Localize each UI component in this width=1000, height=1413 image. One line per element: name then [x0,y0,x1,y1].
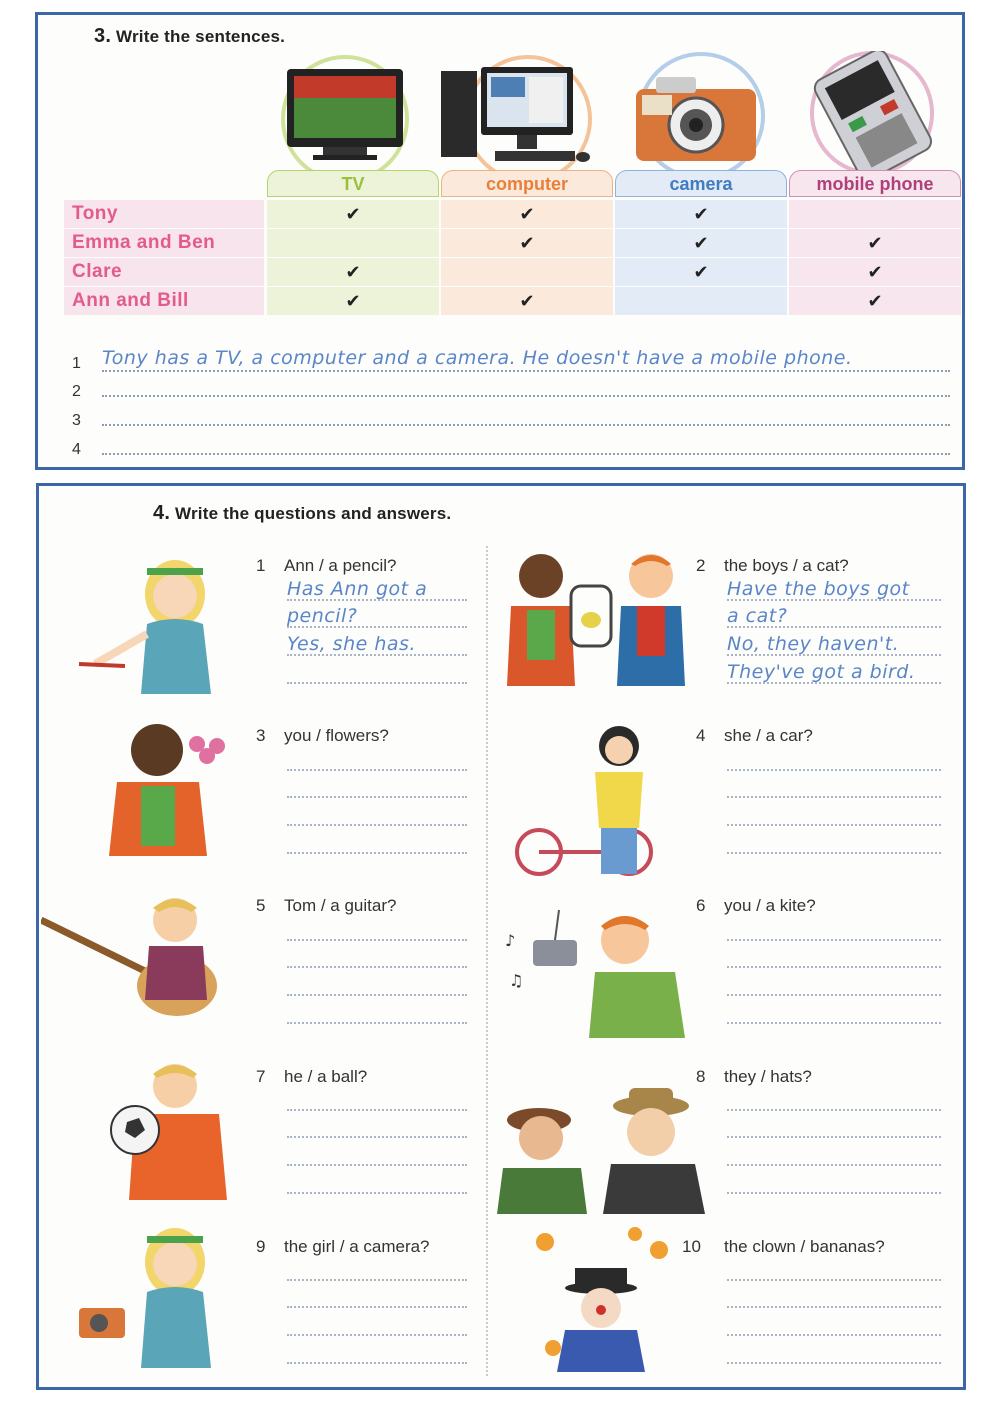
question-prompt: you / flowers? [284,726,389,745]
question-7-prompt [256,1067,367,1087]
answer-line[interactable] [727,1362,941,1364]
column-header-computer: computer [441,170,613,197]
question-5-prompt [256,896,396,916]
exercise-3-number: 3. [94,25,112,47]
answer-line[interactable] [287,939,467,941]
men-with-hats-illustration [495,1084,725,1214]
answer-line[interactable] [727,1334,941,1336]
answer-line[interactable] [287,682,467,684]
question-prompt: Tom / a guitar? [284,896,397,915]
sentence-number: 2 [72,383,81,400]
boy-with-guitar-illustration [41,890,237,1022]
answer-1-line-1: Has Ann got a [287,578,428,600]
answer-line[interactable] [727,796,941,798]
answer-line[interactable] [727,1192,941,1194]
answer-line [727,682,941,684]
check-cell [267,229,439,257]
column-header-mobile-phone: mobile phone [789,170,961,197]
question-6-prompt [696,896,816,916]
question-number: 6 [696,896,706,915]
question-number: 8 [696,1067,706,1086]
tv-image [263,51,428,171]
column-divider [486,546,488,1376]
question-8-prompt [696,1067,812,1087]
sentence-1-answer: Tony has a TV, a computer and a camera. He doesn't have a mobile phone. [102,347,853,369]
answer-line[interactable] [727,966,941,968]
answer-line[interactable] [727,1109,941,1111]
answer-line[interactable] [727,1022,941,1024]
question-prompt: the girl / a camera? [284,1237,430,1256]
question-10-prompt [682,1237,885,1257]
exercise-3-panel [35,12,965,470]
question-3-prompt [256,726,389,746]
question-prompt: the clown / bananas? [724,1237,885,1256]
answer-1-line-2: pencil? [287,605,358,627]
check-cell: ✔ [615,200,787,228]
check-cell: ✔ [615,229,787,257]
answer-2-line-2: a cat? [727,605,788,627]
answer-line [287,626,467,628]
answer-line[interactable] [727,1306,941,1308]
exercise-3-title-text: Write the sentences. [116,27,286,46]
answer-line[interactable] [287,1306,467,1308]
mobile-phone-image [790,51,955,171]
check-cell [441,258,613,286]
answer-line[interactable] [287,994,467,996]
question-prompt: you / a kite? [724,896,816,915]
answer-line[interactable] [287,1136,467,1138]
answer-line[interactable] [287,1164,467,1166]
check-cell: ✔ [441,200,613,228]
row-name-ann-and-bill: Ann and Bill [64,287,264,315]
sentence-number: 4 [72,441,81,458]
answer-line [727,654,941,656]
answer-line[interactable] [727,994,941,996]
check-cell [789,200,961,228]
answer-line[interactable] [727,939,941,941]
answer-line[interactable] [287,1109,467,1111]
question-number: 2 [696,556,706,575]
boys-with-bird-illustration [491,546,691,696]
check-cell: ✔ [441,229,613,257]
answer-line[interactable] [287,824,467,826]
answer-line[interactable] [727,1164,941,1166]
answer-line-2[interactable] [102,395,950,397]
column-header-camera: camera [615,170,787,197]
question-4-prompt [696,726,813,746]
boy-with-flowers-illustration [95,716,235,866]
question-number: 4 [696,726,706,745]
answer-line[interactable] [287,1192,467,1194]
question-number: 7 [256,1067,266,1086]
boy-with-ball-illustration [109,1056,235,1200]
answer-line[interactable] [727,824,941,826]
answer-line-3[interactable] [102,424,950,426]
answer-line [102,370,950,372]
question-prompt: he / a ball? [284,1067,368,1086]
woman-with-bike-illustration [509,718,689,876]
question-number: 5 [256,896,266,915]
check-cell: ✔ [267,200,439,228]
answer-line[interactable] [287,1362,467,1364]
answer-1-line-3: Yes, she has. [287,633,416,655]
girl-with-camera-illustration [75,1222,235,1372]
question-2-prompt [696,556,849,576]
answer-line[interactable] [287,1334,467,1336]
answer-line[interactable] [287,769,467,771]
answer-line [287,654,467,656]
svg-text:♪: ♪ [505,931,516,950]
check-cell [615,287,787,315]
question-prompt: they / hats? [724,1067,812,1086]
camera-image [616,51,781,171]
answer-line [287,599,467,601]
sentence-number: 1 [72,355,81,372]
question-number: 3 [256,726,266,745]
answer-2-line-1: Have the boys got [727,578,910,600]
sentence-number: 3 [72,412,81,429]
answer-line[interactable] [727,769,941,771]
check-cell: ✔ [789,258,961,286]
answer-line[interactable] [287,1279,467,1281]
svg-text:♫: ♫ [509,971,524,990]
answer-line[interactable] [727,852,941,854]
answer-2-line-4: They've got a bird. [727,661,916,683]
question-prompt: the boys / a cat? [724,556,849,575]
row-name-emma-and-ben: Emma and Ben [64,229,264,257]
answer-line[interactable] [727,1136,941,1138]
exercise-4-title [153,502,451,525]
question-number: 1 [256,556,266,575]
computer-image [433,51,598,171]
clown-with-fruit-illustration [509,1224,689,1372]
girl-with-pencil-illustration [75,554,235,704]
answer-line[interactable] [287,796,467,798]
question-prompt: Ann / a pencil? [284,556,397,575]
answer-line-4[interactable] [102,453,950,455]
boy-with-radio-illustration [499,906,699,1038]
row-name-clare: Clare [64,258,264,286]
question-number: 10 [682,1237,701,1256]
question-9-prompt [256,1237,430,1257]
answer-2-line-3: No, they haven't. [727,633,900,655]
check-cell: ✔ [789,287,961,315]
answer-line[interactable] [287,852,467,854]
answer-line[interactable] [727,1279,941,1281]
question-number: 9 [256,1237,266,1256]
check-cell: ✔ [615,258,787,286]
check-cell: ✔ [441,287,613,315]
exercise-4-number: 4. [153,502,171,524]
exercise-3-title [94,25,285,48]
answer-line [727,599,941,601]
answer-line[interactable] [287,966,467,968]
check-cell: ✔ [267,258,439,286]
row-name-tony: Tony [64,200,264,228]
exercise-4-title-text: Write the questions and answers. [175,504,452,523]
answer-line [727,626,941,628]
check-cell: ✔ [789,229,961,257]
question-prompt: she / a car? [724,726,813,745]
question-1-prompt [256,556,396,576]
answer-line[interactable] [287,1022,467,1024]
column-header-tv: TV [267,170,439,197]
exercise-4-panel [36,483,966,1390]
check-cell: ✔ [267,287,439,315]
